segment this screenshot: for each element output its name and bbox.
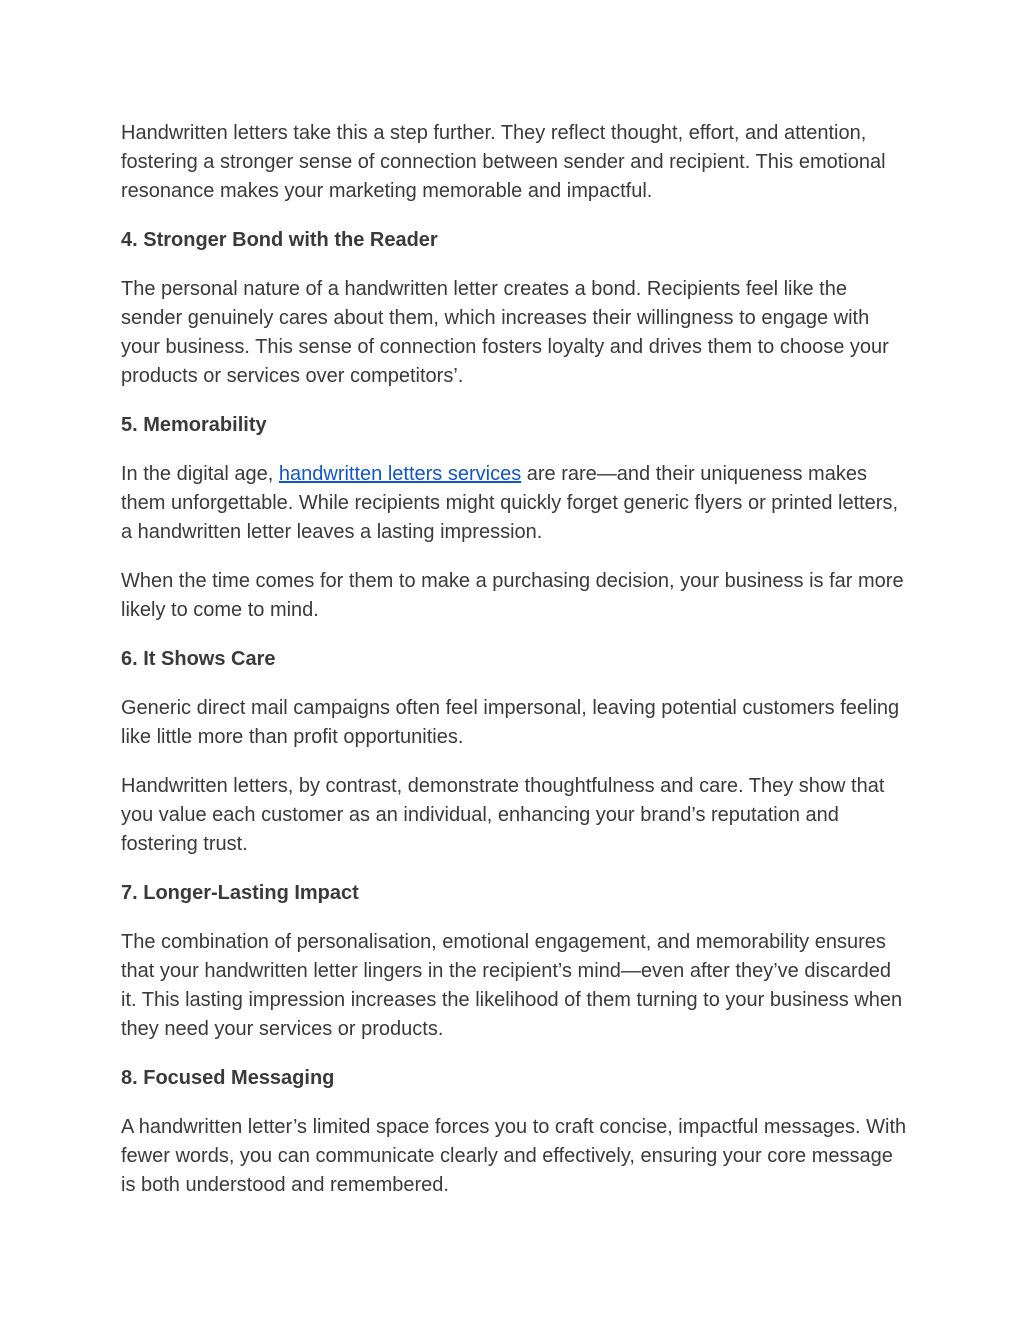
intro-paragraph: Handwritten letters take this a step further. They reflect thought, effort, and attention, fostering a stronger sense of connection between sender and recipient. This emotional resonance makes your marketing memorable and impactful.	[121, 122, 886, 202]
memorability-text-before-link: In the digital age,	[121, 463, 279, 485]
section-heading-shows-care: 6. It Shows Care	[121, 648, 276, 670]
longer-lasting-impact-paragraph: The combination of personalisation, emotional engagement, and memorability ensures that your handwritten letter lingers in the recipient’s mind—even after they’ve discarded it. This lasting impression increases the likelihood of them turning to your business when they need your services or products.	[121, 931, 903, 1040]
stronger-bond-paragraph: The personal nature of a handwritten letter creates a bond. Recipients feel like the sender genuinely cares about them, which increases their willingness to engage with your business. This sense of connection fosters loyalty and drives them to choose your products or services over competitors’.	[121, 278, 889, 387]
document-page	[121, 119, 911, 1200]
section-heading-stronger-bond: 4. Stronger Bond with the Reader	[121, 229, 438, 251]
shows-care-paragraph-2: Handwritten letters, by contrast, demonstrate thoughtfulness and care. They show that you value each customer as an individual, enhancing your brand’s reputation and fostering trust.	[121, 775, 885, 855]
section-heading-focused-messaging: 8. Focused Messaging	[121, 1067, 335, 1089]
shows-care-paragraph-1: Generic direct mail campaigns often feel impersonal, leaving potential customers feeling like little more than profit opportunities.	[121, 697, 900, 748]
memorability-paragraph-2: When the time comes for them to make a purchasing decision, your business is far more likely to come to mind.	[121, 570, 904, 621]
memorability-text-after-link: are rare—and their uniqueness makes them unforgettable. While recipients might quickly forget generic flyers or printed letters, a handwritten letter leaves a lasting impression.	[121, 463, 899, 543]
memorability-paragraph-1	[121, 460, 911, 547]
section-heading-memorability: 5. Memorability	[121, 414, 267, 436]
handwritten-letters-services-link[interactable]: handwritten letters services	[278, 463, 522, 485]
section-heading-longer-lasting-impact: 7. Longer-Lasting Impact	[121, 882, 359, 904]
focused-messaging-paragraph: A handwritten letter’s limited space forces you to craft concise, impactful messages. With fewer words, you can communicate clearly and effectively, ensuring your core message is both understood and remembered.	[121, 1116, 907, 1196]
